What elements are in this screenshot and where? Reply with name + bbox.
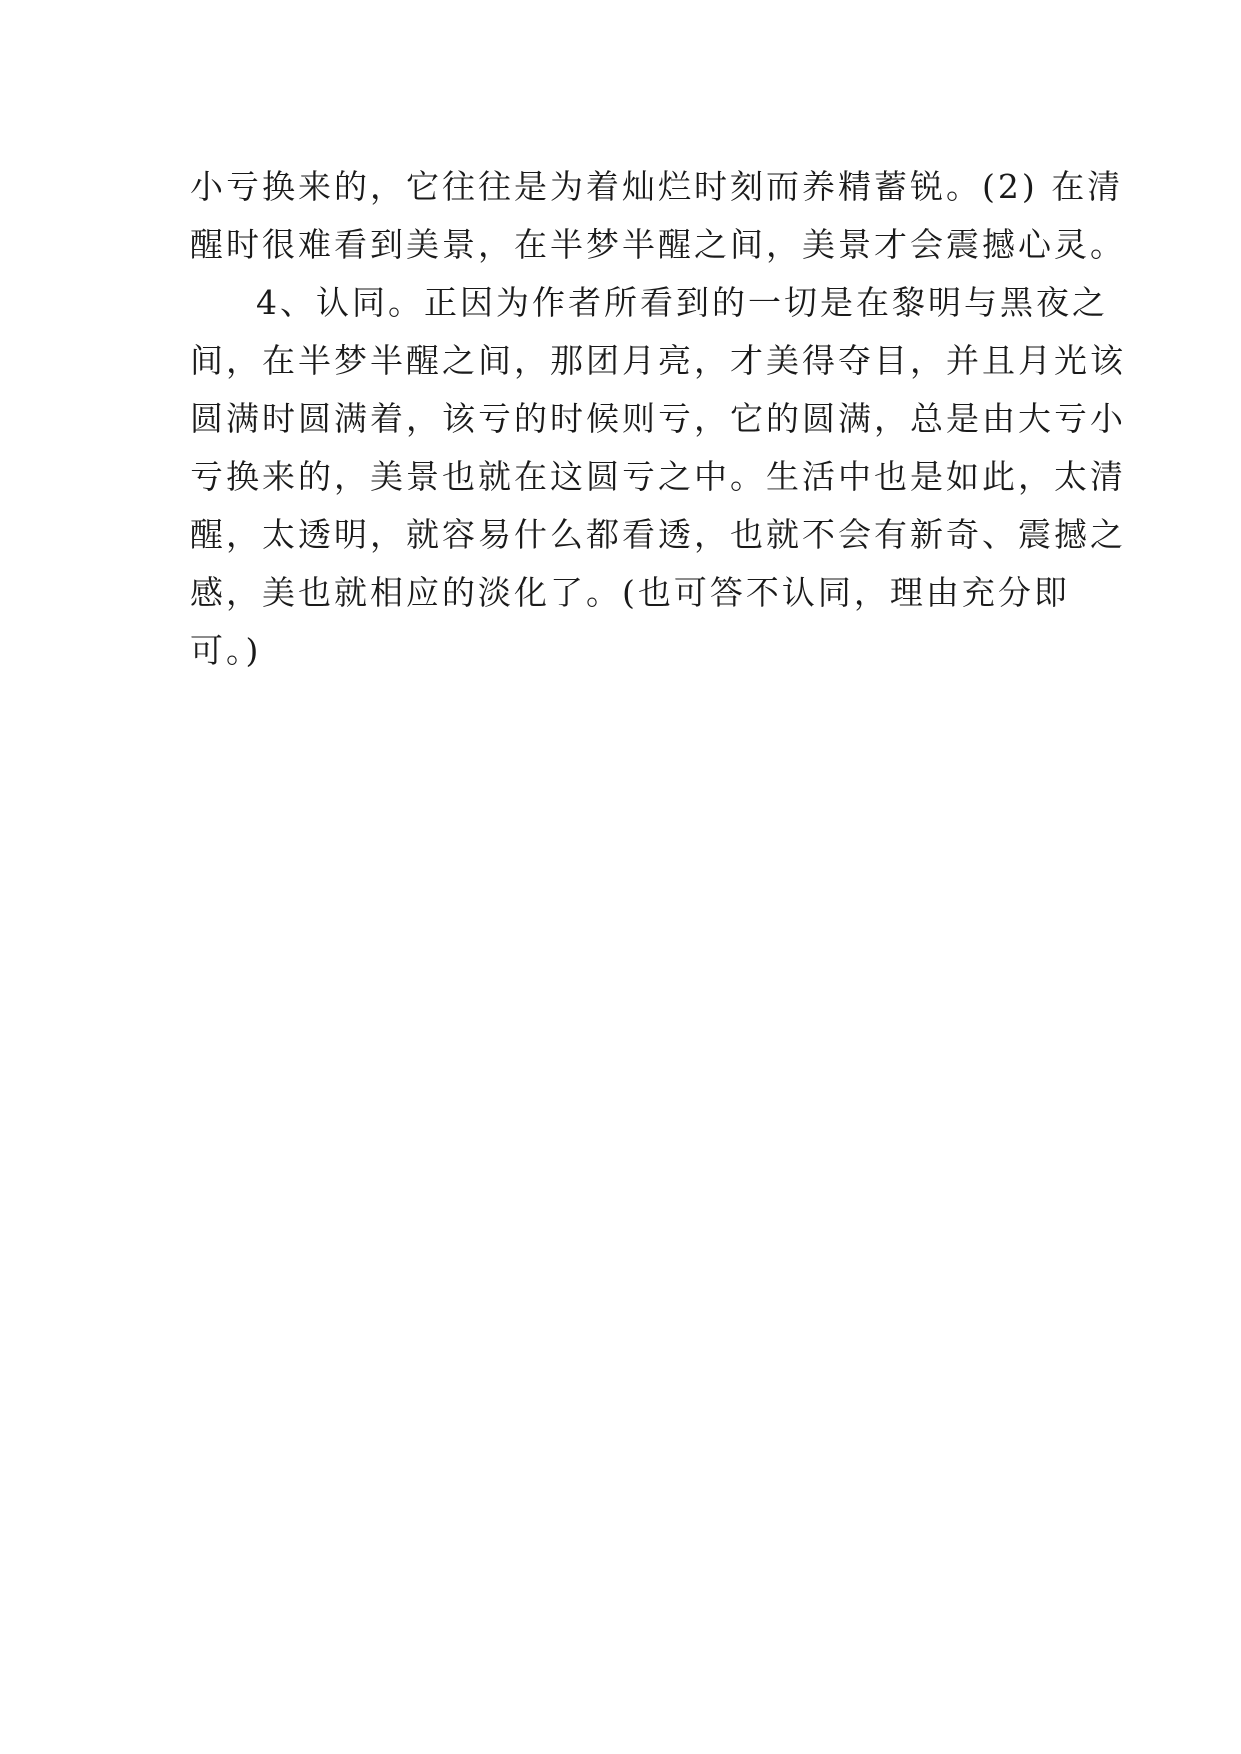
text-line: 4、认同。正因为作者所看到的一切是在黎明与黑夜之 [256, 283, 1108, 322]
text-line: 醒时很难看到美景，在半梦半醒之间，美景才会震撼心灵。 [190, 225, 1126, 264]
text-line: 小亏换来的，它往往是为着灿烂时刻而养精蓄锐。(2) 在清 [190, 167, 1124, 206]
text-line: 醒，太透明，就容易什么都看透，也就不会有新奇、震撼之 [190, 515, 1126, 554]
answer-text-block [190, 158, 1126, 680]
text-line: 圆满时圆满着，该亏的时候则亏，它的圆满，总是由大亏小 [190, 399, 1126, 438]
text-line: 间，在半梦半醒之间，那团月亮，才美得夺目，并且月光该 [190, 341, 1126, 380]
text-line: 感，美也就相应的淡化了。(也可答不认同，理由充分即 [190, 573, 1070, 612]
text-line: 可。) [190, 631, 262, 670]
text-line: 亏换来的，美景也就在这圆亏之中。生活中也是如此，太清 [190, 457, 1126, 496]
